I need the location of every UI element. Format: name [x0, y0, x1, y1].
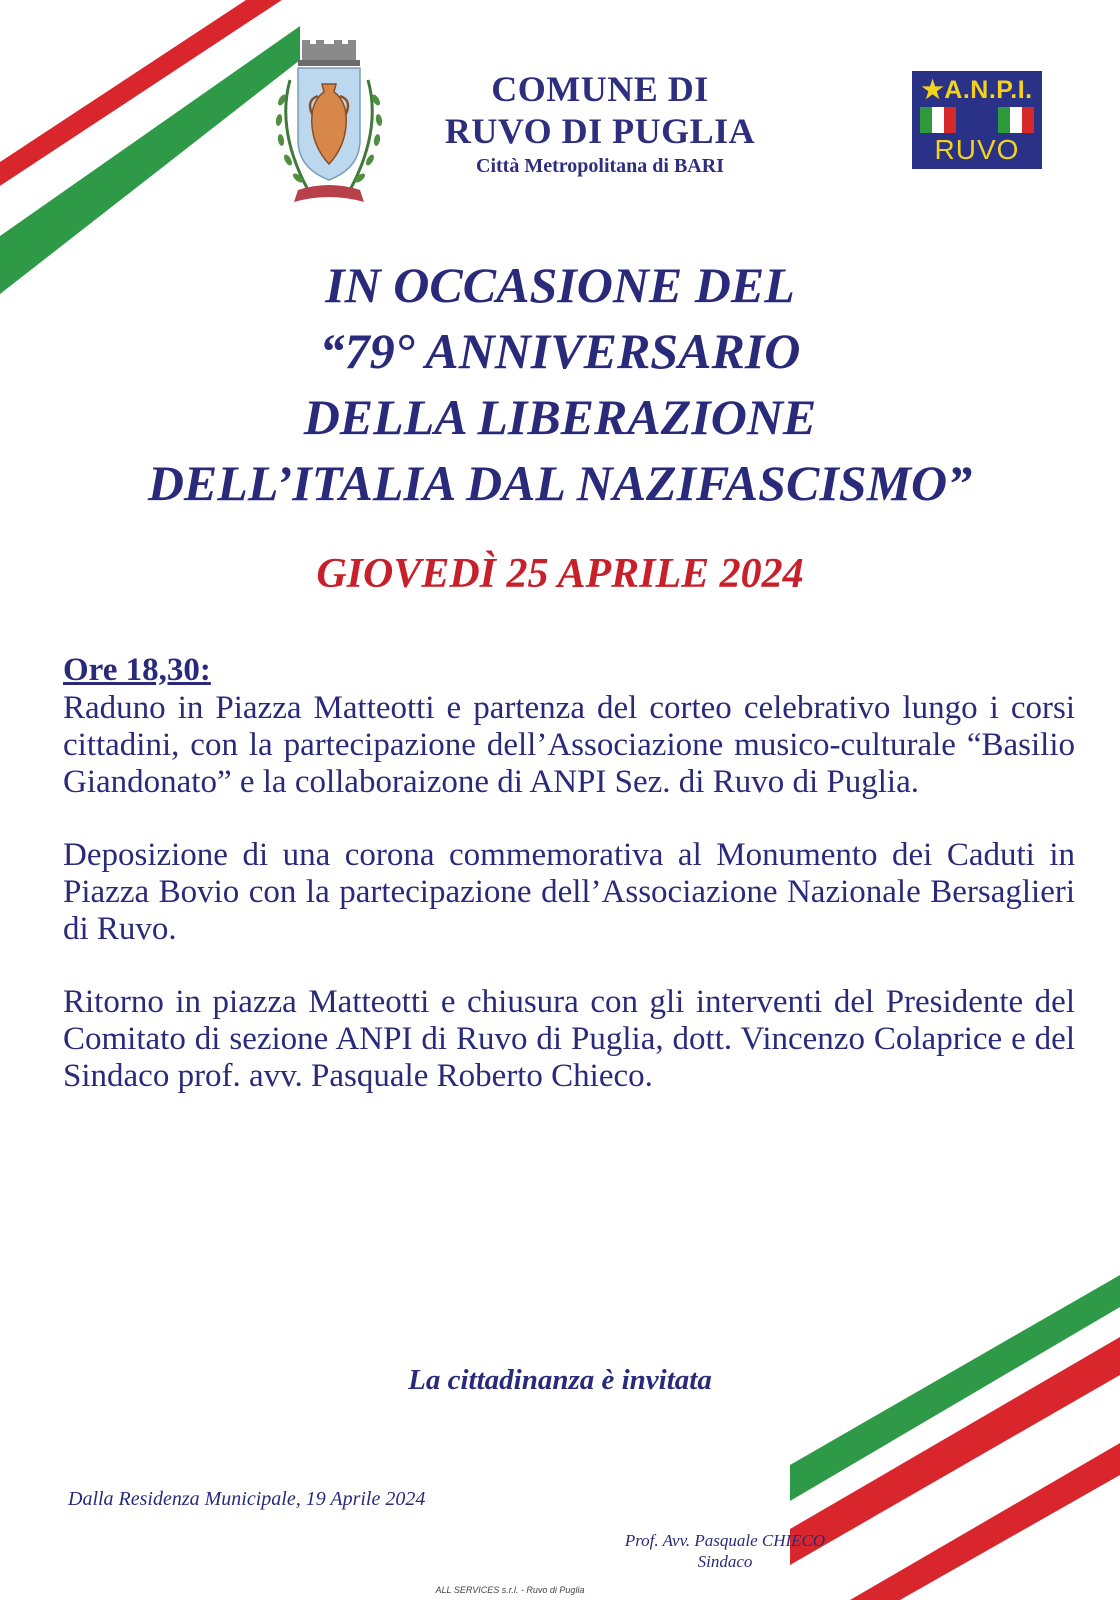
program-body [63, 650, 1075, 1095]
signer-name: Prof. Avv. Pasquale CHIECO [624, 1531, 826, 1550]
italian-flags-icon [920, 107, 1034, 133]
program-paragraph-3: Ritorno in piazza Matteotti e chiusura con gli interventi del Presidente del Comitato di sezione ANPI di Ruvo di Puglia, dott. Vincenzo Colaprice e del Sindaco prof. avv. Pasquale Roberto Chieco. [63, 984, 1075, 1094]
event-date: GIOVEDÌ 25 APRILE 2024 [316, 551, 804, 597]
event-title-line3: DELLA LIBERAZIONE [303, 389, 817, 445]
event-title [60, 252, 1060, 516]
municipality-name-line1: COMUNE DI [491, 69, 709, 109]
signer-role: Sindaco [697, 1552, 753, 1571]
printer-credit: ALL SERVICES s.r.l. - Ruvo di Puglia [435, 1585, 585, 1595]
program-time: Ore 18,30: [63, 652, 211, 688]
coat-of-arms-amphora-icon [268, 40, 390, 208]
anpi-logo-text: ★A.N.P.I. [921, 76, 1033, 104]
municipality-header [380, 68, 820, 180]
municipality-name-line2: RUVO DI PUGLIA [444, 111, 756, 151]
event-title-line2: “79° ANNIVERSARIO [319, 323, 801, 379]
anpi-logo-city: RUVO [934, 134, 1020, 165]
invitation-line: La cittadinanza è invitata [408, 1364, 712, 1396]
program-paragraph-1: Raduno in Piazza Matteotti e partenza del corteo celebrativo lungo i corsi cittadini, con la partecipazione dell’Associazione musico-culturale “Basilio Giandonato” e la collaboraizone di ANPI Sez. di Ruvo di Puglia. [63, 690, 1075, 800]
program-paragraph-2: Deposizione di una corona commemorativa al Monumento dei Caduti in Piazza Bovio con la partecipazione dell’Associazione Nazionale Bersaglieri di Ruvo. [63, 837, 1075, 947]
event-title-line4: DELL’ITALIA DAL NAZIFASCISMO” [147, 455, 973, 511]
place-and-date: Dalla Residenza Municipale, 19 Aprile 2024 [68, 1488, 426, 1510]
signature-block [560, 1530, 890, 1572]
metropolitan-city-line: Città Metropolitana di BARI [476, 155, 724, 177]
anpi-logo [912, 71, 1042, 169]
event-title-line1: IN OCCASIONE DEL [325, 257, 795, 313]
